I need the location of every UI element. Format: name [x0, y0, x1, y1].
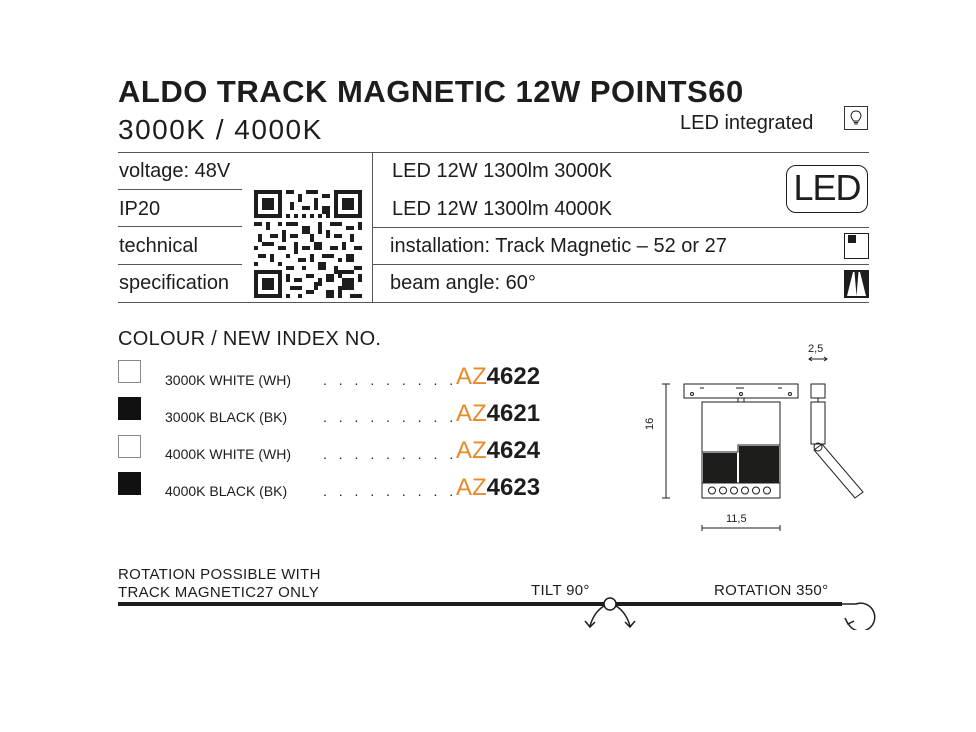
product-title: ALDO TRACK MAGNETIC 12W POINTS60	[118, 74, 744, 109]
dimension-top-label: 2,5	[808, 343, 824, 355]
rotation-note-line1: ROTATION POSSIBLE WITH	[118, 566, 321, 583]
beam-angle-icon	[844, 270, 869, 298]
spec-right-row-divider	[372, 264, 869, 265]
technical-label: technical	[119, 235, 198, 257]
index-code: AZ4624	[456, 437, 541, 464]
rotation-arrow-icon	[836, 590, 876, 630]
led-badge: LED	[786, 165, 868, 213]
tilt-arrows-icon	[580, 592, 640, 636]
beam-angle-spec: beam angle: 60°	[390, 272, 536, 294]
spec-left-row-divider	[118, 226, 242, 227]
specification-label: specification	[119, 272, 230, 294]
leader-dots: . . . . . . . . .	[323, 409, 458, 425]
spec-left-row-divider	[118, 264, 242, 265]
led-4000k-spec: LED 12W 1300lm 4000K	[392, 198, 613, 220]
leader-dots: . . . . . . . . .	[323, 446, 458, 462]
rotation-label: ROTATION 350°	[714, 582, 829, 599]
swatch-black	[118, 472, 141, 495]
swatch-black	[118, 397, 141, 420]
spec-bottom-divider	[118, 302, 869, 303]
spec-right-row-divider	[372, 227, 869, 228]
spec-left-row-divider	[118, 189, 242, 190]
installation-spec: installation: Track Magnetic – 52 or 27	[390, 235, 727, 257]
leader-dots: . . . . . . . . .	[323, 483, 458, 499]
track-mount-icon	[844, 233, 869, 259]
color-temperature-subtitle: 3000K / 4000K	[118, 114, 323, 145]
swatch-white	[118, 435, 141, 458]
index-code: AZ4622	[456, 363, 541, 390]
index-code: AZ4623	[456, 474, 541, 501]
index-code: AZ4621	[456, 400, 541, 427]
dimension-width-label: 11,5	[726, 513, 747, 525]
led-3000k-spec: LED 12W 1300lm 3000K	[392, 160, 613, 182]
leader-dots: . . . . . . . . .	[323, 372, 458, 388]
dimension-height-label: 16	[644, 417, 656, 430]
variant-label: 3000K BLACK (BK)	[165, 409, 288, 425]
variant-label: 4000K WHITE (WH)	[165, 446, 292, 462]
variant-label: 3000K WHITE (WH)	[165, 372, 292, 388]
variant-label: 4000K BLACK (BK)	[165, 483, 288, 499]
ip-rating-spec: IP20	[119, 198, 161, 220]
technical-drawing	[640, 340, 876, 540]
qr-code-icon	[254, 190, 362, 298]
colour-heading: COLOUR / NEW INDEX NO.	[118, 328, 382, 350]
spec-top-divider	[118, 152, 869, 153]
swatch-white	[118, 360, 141, 383]
tilt-label: TILT 90°	[531, 582, 590, 599]
voltage-spec: voltage: 48V	[119, 160, 231, 182]
rotation-note-line2: TRACK MAGNETIC27 ONLY	[118, 584, 320, 601]
led-integrated-label: LED integrated	[680, 112, 814, 134]
bulb-icon	[844, 106, 868, 130]
rotation-track-line	[112, 590, 882, 640]
